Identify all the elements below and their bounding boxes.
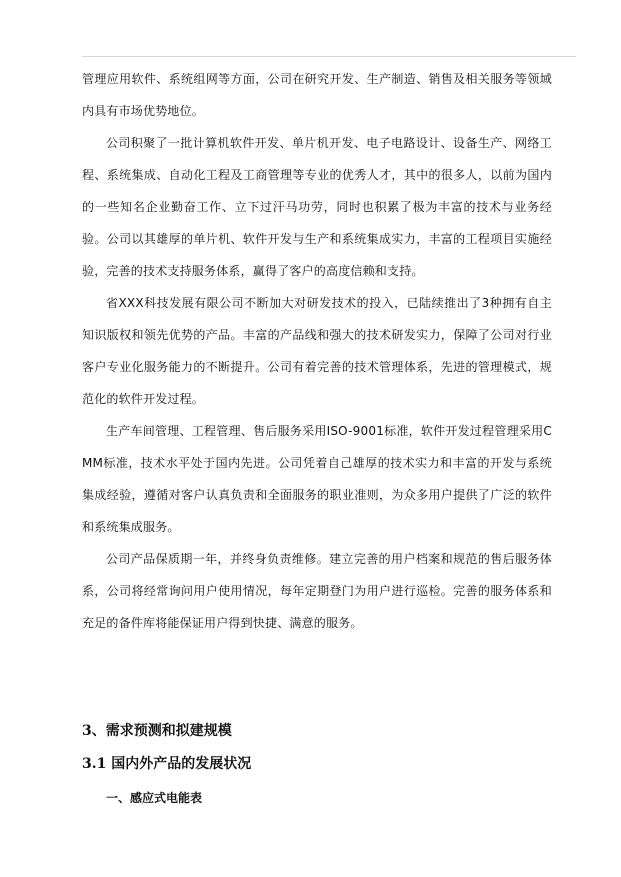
header-divider [82,56,576,57]
paragraph-rnd: 省XXX科技发展有限公司不断加大对研发技术的投入，已陆续推出了3种拥有自主知识版权和领先优势的产品。丰富的产品线和强大的技术研发实力，保障了公司对行业客户专业化服务能力的不断提升。公司有着完善的技术管理体系，先进的管理模式，规范化的软件开发过程。 [82,296,552,406]
paragraph-standards: 生产车间管理、工程管理、售后服务采用ISO-9001标准，软件开发过程管理采用CMM标准，技术水平处于国内先进。公司凭着自己雄厚的技术实力和丰富的开发与系统集成经验，遵循对客户认真负责和全面服务的职业准则，为众多用户提供了广泛的软件和系统集成服务。 [82,424,552,534]
body-text [82,63,552,639]
paragraph-warranty: 公司产品保质期一年，并终身负责维修。建立完善的用户档案和规范的售后服务体系，公司将经常询问用户使用情况，每年定期登门为用户进行巡检。完善的服务体系和充足的备件库将能保证用户得到快捷、满意的服务。 [82,552,552,630]
section-heading: 3、需求预测和拟建规模 [82,723,232,739]
paragraph-talent: 公司积聚了一批计算机软件开发、单片机开发、电子电路设计、设备生产、网络工程、系统集成、自动化工程及工商管理等专业的优秀人才，其中的很多人，以前为国内的一些知名企业勤奋工作、立下过汗马功劳，同时也积累了极为丰富的技术与业务经验。公司以其雄厚的单片机、软件开发与生产和系统集成实力，丰富的工程项目实施经验，完善的技术支持服务体系，赢得了客户的高度信赖和支持。 [82,136,552,278]
paragraph-continued: 管理应用软件、系统组网等方面，公司在研究开发、生产制造、销售及相关服务等领域内具有市场优势地位。 [82,72,552,118]
item-heading: 一、感应式电能表 [106,791,203,805]
subsection-heading: 3.1 国内外产品的发展状况 [82,756,252,772]
